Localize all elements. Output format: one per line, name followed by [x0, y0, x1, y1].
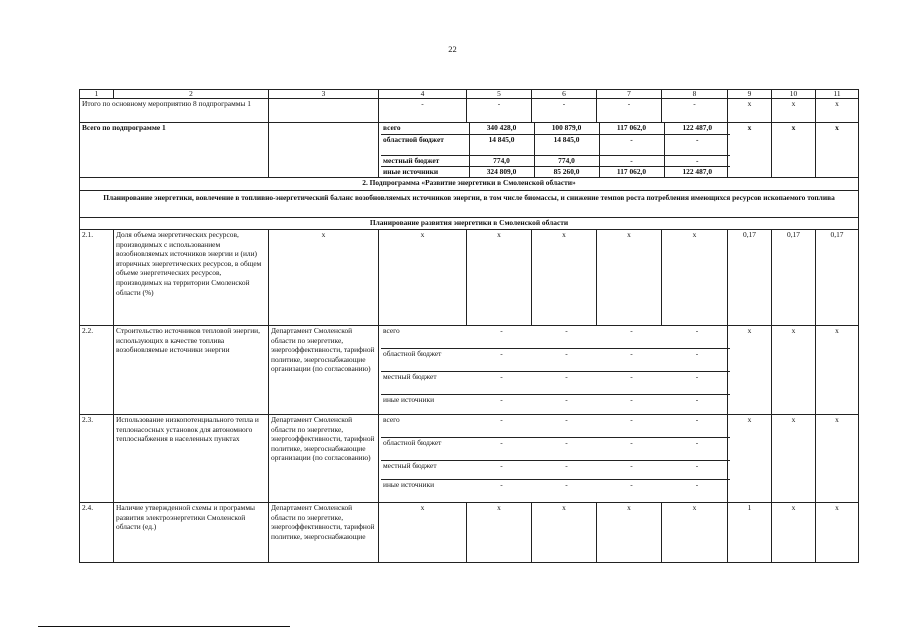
cell-value: x: [772, 326, 816, 415]
col-number: 3: [269, 90, 379, 99]
source-name: всего: [381, 326, 469, 349]
cell-value: -: [599, 372, 664, 395]
cell-value: -: [599, 135, 664, 156]
cell-value: -: [664, 415, 730, 438]
col-number: 10: [772, 90, 816, 99]
cell-value: -: [664, 135, 730, 156]
cell-value: 1: [728, 503, 772, 563]
row-executor: Департамент Смоленской области по энергетике, энергоэффективности, тарифной политике, энергоснабжающие организации (по согласованию): [269, 326, 379, 415]
cell-value: 324 809,0: [469, 167, 534, 178]
section-task-row: [80, 218, 859, 230]
source-name: местный бюджет: [381, 372, 469, 395]
cell-value: x: [728, 415, 772, 503]
source-name: областной бюджет: [381, 438, 469, 461]
source-name: местный бюджет: [381, 156, 469, 167]
cell-value: x: [816, 99, 859, 123]
cell-value: -: [664, 326, 730, 349]
cell-value: 100 879,0: [534, 123, 599, 135]
cell-value: -: [565, 480, 568, 489]
table-row: [80, 415, 859, 503]
cell-value: x: [532, 503, 597, 563]
cell-value: 774,0: [534, 156, 599, 167]
sources-block: [379, 326, 728, 415]
cell-value: x: [269, 230, 379, 326]
cell-value: -: [469, 415, 534, 438]
vsego-row: [80, 123, 859, 178]
cell-value: -: [599, 156, 664, 167]
cell-value: -: [534, 372, 599, 395]
table-row: [80, 503, 859, 563]
col-number: 7: [597, 90, 662, 99]
row-number: 2.4.: [80, 503, 114, 563]
cell-value: x: [728, 99, 772, 123]
cell-value: 117 062,0: [599, 123, 664, 135]
source-name: иные источники: [383, 395, 435, 404]
col-number: 11: [816, 90, 859, 99]
cell-value: x: [816, 503, 859, 563]
cell-value: -: [599, 349, 664, 372]
cell-value: 340 428,0: [469, 123, 534, 135]
source-name: областной бюджет: [381, 349, 469, 372]
page-number: 22: [448, 44, 457, 54]
cell-value: -: [469, 438, 534, 461]
cell-value: -: [469, 461, 534, 480]
col-number: 9: [728, 90, 772, 99]
cell-value: -: [664, 156, 730, 167]
source-name: местный бюджет: [381, 461, 469, 480]
col-number: 1: [80, 90, 114, 99]
cell-value: -: [664, 438, 730, 461]
cell-value: -: [534, 326, 599, 349]
cell-value: x: [379, 230, 467, 326]
column-number-row: [80, 90, 859, 99]
cell-value: x: [772, 99, 816, 123]
cell-value: -: [534, 349, 599, 372]
cell-value: x: [467, 503, 532, 563]
cell-value: -: [599, 461, 664, 480]
cell-value: -: [664, 372, 730, 395]
cell-value: 774,0: [469, 156, 534, 167]
cell-value: x: [467, 230, 532, 326]
section-title-row: [80, 178, 859, 191]
row-label: Всего по подпрограмме 1: [80, 123, 269, 178]
row-number: 2.3.: [80, 415, 114, 503]
col-number: 5: [467, 90, 532, 99]
section-task: Планирование развития энергетики в Смоленской области: [80, 218, 859, 230]
cell-value: -: [565, 395, 568, 404]
row-name: Доля объема энергетических ресурсов, производимых с использованием возобновляемых источников энергии и (или) вторичных энергетических ресурсов, в общем объеме энергетических ресурсов, производимых на территории Смоленской области (%): [114, 230, 269, 326]
source-name: областной бюджет: [381, 135, 469, 156]
cell-value: x: [728, 326, 772, 415]
cell-value: -: [662, 99, 728, 123]
sources-block: [379, 415, 728, 503]
cell-value: -: [695, 480, 699, 489]
cell-value: x: [816, 326, 859, 415]
row-executor: Департамент Смоленской области по энергетике, энергоэффективности, тарифной политике, энергоснабжающие организации (по согласованию): [269, 415, 379, 503]
cell-value: -: [469, 349, 534, 372]
cell-value: x: [772, 123, 816, 178]
source-name: всего: [381, 415, 469, 438]
cell-value: -: [597, 99, 662, 123]
cell-value: -: [379, 99, 467, 123]
cell-value: -: [534, 461, 599, 480]
cell-value: -: [467, 99, 532, 123]
cell-value: x: [662, 230, 728, 326]
cell-value: -: [630, 480, 633, 489]
cell-value: 0,17: [728, 230, 772, 326]
cell-value: x: [816, 415, 859, 503]
col-number: 6: [532, 90, 597, 99]
cell-value: -: [599, 438, 664, 461]
row-number: 2.2.: [80, 326, 114, 415]
cell-value: x: [597, 503, 662, 563]
col-number: 8: [662, 90, 728, 99]
program-table: [79, 89, 859, 563]
cell-value: -: [664, 349, 730, 372]
cell-value: x: [379, 503, 467, 563]
cell-value: 14 845,0: [469, 135, 534, 156]
cell-value: -: [599, 326, 664, 349]
cell-value: 14 845,0: [534, 135, 599, 156]
row-number: 2.1.: [80, 230, 114, 326]
row-executor: Департамент Смоленской области по энергетике, энергоэффективности, тарифной политике, энергоснабжающие: [269, 503, 379, 563]
cell-value: 0,17: [816, 230, 859, 326]
cell-value: 122 487,0: [664, 167, 730, 178]
source-name: иные источники: [383, 167, 439, 176]
cell-value: -: [469, 372, 534, 395]
cell-value: -: [532, 99, 597, 123]
cell-value: x: [532, 230, 597, 326]
cell-value: x: [662, 503, 728, 563]
row-name: Использование низкопотенциального тепла и теплонасосных установок для автономного теплоснабжения в населенных пунктах: [114, 415, 269, 503]
cell-value: -: [500, 395, 503, 404]
cell-value: -: [500, 480, 503, 489]
section-goal-row: [80, 191, 859, 218]
cell-value: 122 487,0: [664, 123, 730, 135]
col-number: 4: [379, 90, 467, 99]
cell-value: -: [630, 395, 633, 404]
cell-value: x: [816, 123, 859, 178]
cell-value: -: [599, 415, 664, 438]
cell-value: 0,17: [772, 230, 816, 326]
cell-value: -: [534, 438, 599, 461]
table-row: [80, 326, 859, 415]
footer-divider: [38, 626, 290, 627]
itogo-row: [80, 99, 859, 123]
table-row: [80, 230, 859, 326]
cell-value: x: [597, 230, 662, 326]
cell-value: 117 062,0: [599, 167, 664, 178]
section-title: 2. Подпрограмма «Развитие энергетики в Смоленской области»: [80, 178, 859, 191]
cell-value: -: [695, 395, 699, 404]
source-name: иные источники: [383, 480, 435, 489]
row-name: Строительство источников тепловой энергии, использующих в качестве топлива возобновляемые источники энергии: [114, 326, 269, 415]
cell-value: -: [664, 461, 730, 480]
cell-value: x: [772, 415, 816, 503]
section-goal: Планирование энергетики, вовлечение в топливно-энергетический баланс возобновляемых источников энергии, в том числе биомассы, и снижение темпов роста потребления имеющихся ресурсов ископаемого топлива: [80, 191, 859, 218]
row-label: Итого по основному мероприятию 8 подпрограммы 1: [80, 99, 269, 123]
row-name: Наличие утвержденной схемы и программы развития электроэнергетики Смоленской области (ед.): [114, 503, 269, 563]
cell-value: 85 260,0: [534, 167, 599, 178]
sources-block: [379, 123, 728, 178]
cell-value: -: [469, 326, 534, 349]
col-number: 2: [114, 90, 269, 99]
cell-value: -: [534, 415, 599, 438]
source-name: всего: [381, 123, 469, 135]
cell-value: x: [772, 503, 816, 563]
cell-value: x: [728, 123, 772, 178]
